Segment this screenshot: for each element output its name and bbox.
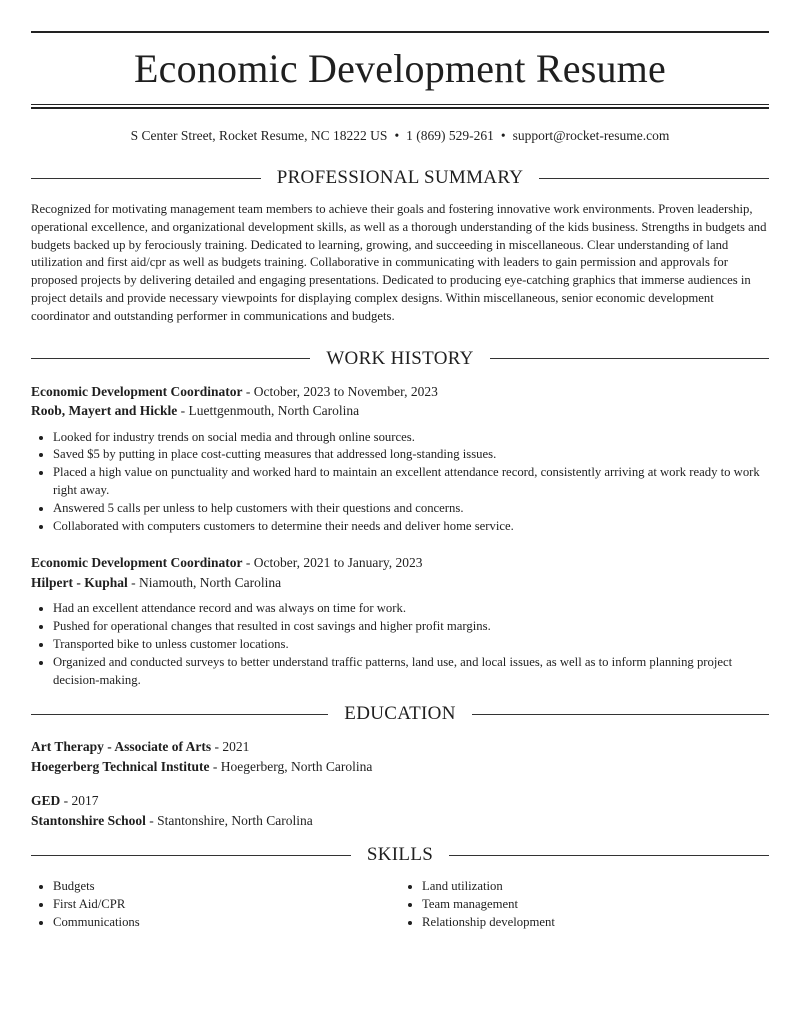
divider: [31, 714, 328, 715]
skill-item: • Team management: [422, 896, 769, 914]
job-bullet: • Answered 5 calls per unless to help customers with their questions and concerns.: [53, 500, 769, 518]
job-bullets: [31, 429, 769, 536]
education-year: - 2017: [60, 793, 99, 809]
education-degree: Art Therapy - Associate of Arts: [31, 739, 212, 755]
education-location: - Hoegerberg, North Carolina: [209, 758, 373, 774]
job-bullet: • Placed a high value on punctuality and worked hard to maintain an excellent attendance record, consistently arriving at work ready to work right away.: [53, 464, 769, 500]
job-dates: - October, 2021 to January, 2023: [242, 555, 423, 571]
resume-page: [31, 0, 769, 932]
job-bullet: • Had an excellent attendance record and was always on time for work.: [53, 600, 769, 618]
education-degree: GED: [31, 793, 61, 809]
job-location: - Niamouth, North Carolina: [127, 574, 282, 590]
education-location: - Stantonshire, North Carolina: [145, 812, 313, 828]
job-bullet: • Pushed for operational changes that resulted in cost savings and higher profit margins.: [53, 618, 769, 636]
divider: [539, 178, 769, 179]
section-title-summary: PROFESSIONAL SUMMARY: [276, 167, 524, 188]
title-double-rule: [31, 104, 769, 109]
job-bullet: • Saved $5 by putting in place cost-cutting measures that addressed long-standing issues.: [53, 446, 769, 464]
section-title-education: EDUCATION: [344, 703, 456, 725]
section-title-work: WORK HISTORY: [326, 347, 474, 369]
job-dates: - October, 2023 to November, 2023: [242, 383, 438, 399]
page-title: Economic Development Resume: [134, 46, 666, 91]
education-year: - 2021: [211, 739, 250, 755]
job-title: Economic Development Coordinator: [31, 383, 243, 399]
divider: [31, 358, 310, 359]
job-title: Economic Development Coordinator: [31, 555, 243, 571]
contact-email: support@rocket-resume.com: [512, 128, 670, 143]
skills-column-right: [400, 878, 769, 931]
skill-item: • Communications: [53, 914, 400, 932]
summary-text: Recognized for motivating management team members to achieve their goals and fostering innovative work environments. Proven leadership, operational excellence, and organizational development skills, as well as a thorough understanding of the kids business. Strengths in budgets and budgets backed up by ferociously training. Dedicated to learning, growing, and succeeding in miscellaneous. Clear understanding of land utilization and first aid/cpr as well as budgets training. Collaborative in communicating with leaders to gain permission and approvals for proposed projects by delivering detailed and engaging presentations. Dedicated to producing eye-catching graphics that immerse audiences in project details and provide necessary viewpoints for displaying complex designs. Within miscellaneous, senior economic development coordinator and outstanding performer in communications and budgets.: [31, 202, 767, 323]
section-title-skills: SKILLS: [366, 844, 434, 866]
section-header-skills: [31, 844, 769, 866]
section-header-summary: [31, 167, 769, 189]
contact-line: [31, 127, 769, 145]
job-location: - Luettgenmouth, North Carolina: [177, 403, 360, 419]
contact-address: S Center Street, Rocket Resume, NC 18222 US: [130, 128, 388, 143]
education-school: Hoegerberg Technical Institute: [31, 758, 210, 774]
top-rule: [31, 31, 769, 33]
divider: [490, 358, 769, 359]
contact-separator: •: [394, 128, 400, 143]
job-title-line: [31, 553, 769, 573]
education-school: Stantonshire School: [31, 812, 146, 828]
divider: [449, 855, 769, 856]
divider: [472, 714, 769, 715]
skills-list: [31, 878, 769, 931]
job-company: Hilpert - Kuphal: [31, 574, 128, 590]
job-company-line: [31, 573, 769, 593]
section-header-education: [31, 703, 769, 725]
skill-item: • Relationship development: [422, 914, 769, 932]
contact-phone: 1 (869) 529-261: [406, 128, 494, 143]
job-title-line: [31, 382, 769, 402]
education-entry: [31, 737, 769, 776]
skill-item: • First Aid/CPR: [53, 896, 400, 914]
job-company-line: [31, 401, 769, 421]
job-bullet: • Looked for industry trends on social media and through online sources.: [53, 429, 769, 447]
job-entry: [31, 553, 769, 689]
section-header-work: [31, 348, 769, 370]
job-entry: [31, 382, 769, 536]
job-bullet: • Organized and conducted surveys to better understand traffic patterns, land use, and local issues, as well as to inform planning project decision-making.: [53, 654, 769, 690]
job-bullets: [31, 600, 769, 689]
contact-separator: •: [500, 128, 506, 143]
job-bullet: • Transported bike to unless customer locations.: [53, 636, 769, 654]
divider: [31, 178, 261, 179]
job-bullet: • Collaborated with computers customers to determine their needs and deliver home service.: [53, 518, 769, 536]
job-company: Roob, Mayert and Hickle: [31, 403, 178, 419]
divider: [31, 855, 351, 856]
skills-column-left: [31, 878, 400, 931]
education-entry: [31, 791, 769, 830]
skill-item: • Budgets: [53, 878, 400, 896]
skill-item: • Land utilization: [422, 878, 769, 896]
